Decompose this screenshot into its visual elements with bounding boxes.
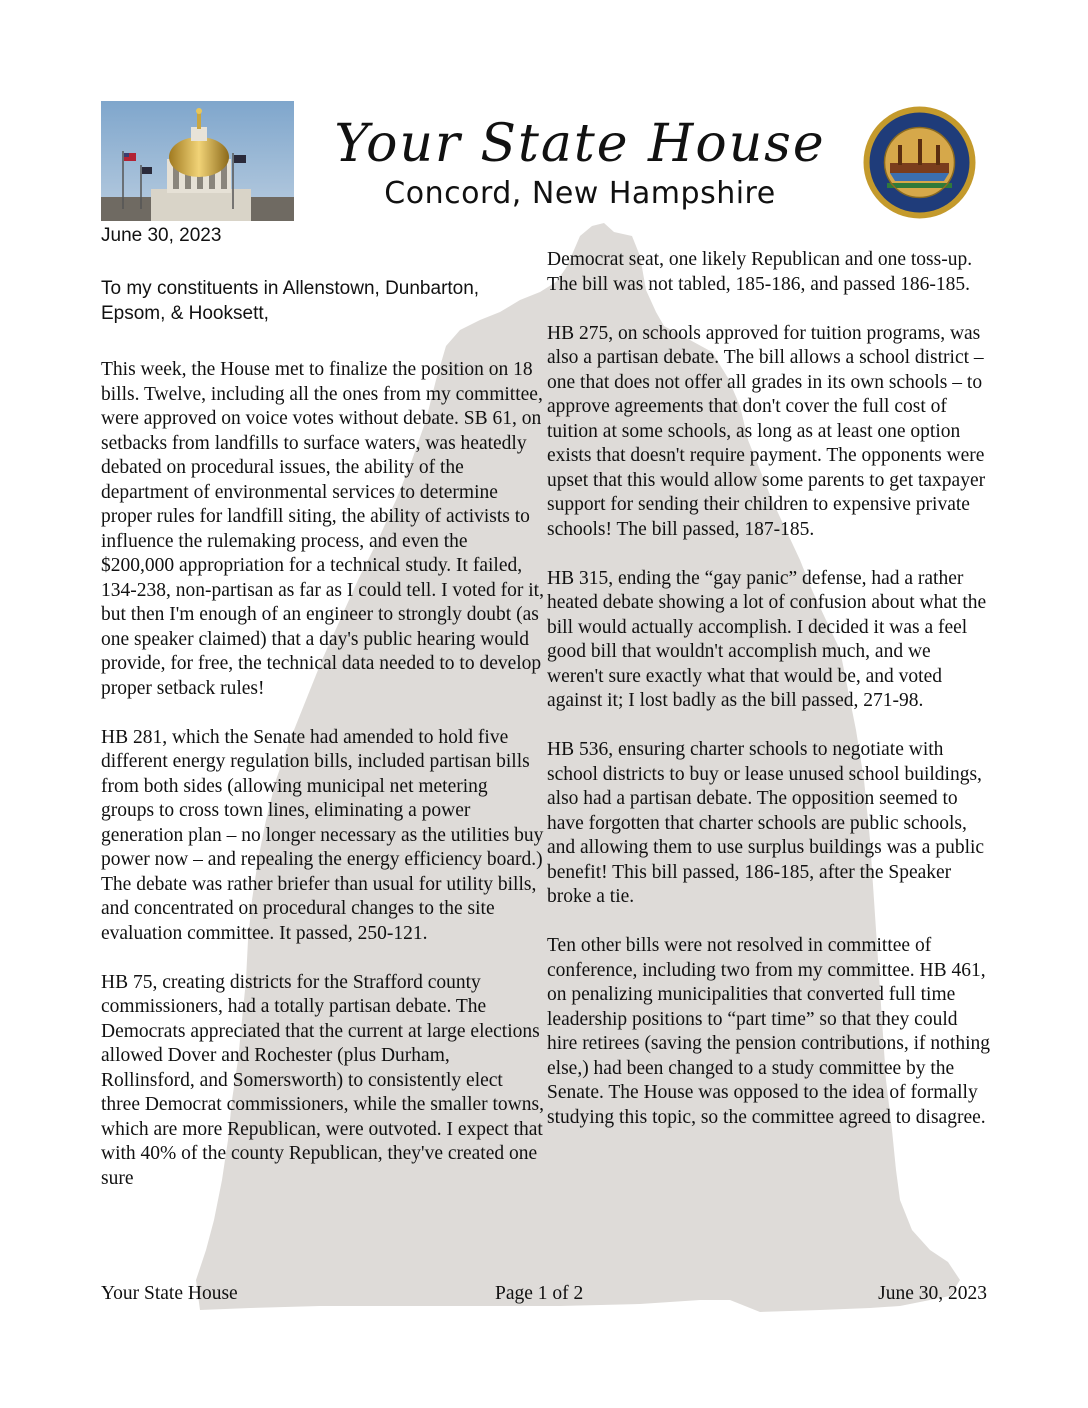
paragraph: Democrat seat, one likely Republican and one toss-up. The bill was not tabled, 185-186, and passed 186-185. <box>547 249 973 295</box>
footer-date: June 30, 2023 <box>878 1283 987 1304</box>
masthead <box>330 104 830 224</box>
state-house-dome-photo <box>101 101 294 221</box>
footer-publication: Your State House <box>101 1283 238 1304</box>
right-column <box>547 248 991 1155</box>
footer-page-number: Page 1 of 2 <box>495 1283 584 1304</box>
paragraph: HB 315, ending the “gay panic” defense, had a rather heated debate showing a lot of confusion about what the bill would actually accomplish. I decided it was a feel good bill that wouldn't accomplish much, and we weren't sure exactly what that would be, and voted against it; I lost badly as the bill passed, 271-98. <box>547 567 987 711</box>
paragraph: This week, the House met to finalize the position on 18 bills. Twelve, including all the ones from my committee, were approved on voice votes without debate. SB 61, on setbacks from landfills to surface waters, was heatedly debated on procedural issues, the ability of the department of environmental services to determine proper rules for landfill siting, the ability of activists to influence the rulemaking process, and even the $200,000 appropriation for a technical study. It failed, 134-238, non-partisan as far as I could tell. I voted for it, but then I'm enough of an engineer to strongly doubt (as one speaker claimed) that a day's public hearing would provide, for free, the technical data needed to to develop proper setback rules! <box>101 359 544 699</box>
nh-state-seal-icon <box>862 105 977 220</box>
left-column <box>101 358 545 1216</box>
page-footer <box>101 1283 987 1309</box>
paragraph: HB 281, which the Senate had amended to hold five different energy regulation bills, included partisan bills from both sides (allowing municipal net metering groups to cross town lines, eliminating a power generation plan – no longer necessary as the utilities buy power now – and repealing the energy efficiency board.) The debate was rather briefer than usual for utility bills, and concentrated on procedural changes to the site evaluation committee. It passed, 250-121. <box>101 726 544 944</box>
paragraph: Ten other bills were not resolved in committee of conference, including two from my committee. HB 461, on penalizing municipalities that converted full time leadership positions to “part time” so that they could hire retirees (saving the pension contributions, if nothing else,) had been changed to a study committee by the Senate. The House was opposed to the idea of formally studying this topic, so the committee agreed to disagree. <box>547 935 990 1128</box>
salutation: To my constituents in Allenstown, Dunbarton, Epsom, & Hooksett, <box>101 278 480 324</box>
paragraph: HB 75, creating districts for the Strafford county commissioners, had a totally partisan debate. The Democrats appreciated that the current at large elections allowed Dover and Rochester (plus Durham, Rollinsford, and Somersworth) to consistently elect three Democrat commissioners, while the smaller towns, which are more Republican, were outvoted. I expect that with 40% of the county Republican, they've created one sure <box>101 971 544 1189</box>
masthead-subtitle: Concord, New Hampshire <box>384 176 776 211</box>
issue-date: June 30, 2023 <box>101 225 222 246</box>
paragraph: HB 536, ensuring charter schools to negotiate with school districts to buy or lease unused school buildings, also had a partisan debate. The opposition seemed to have forgotten that charter schools are public schools, and allowing them to use surplus buildings was a public benefit! This bill passed, 186-185, after the Speaker broke a tie. <box>547 739 985 907</box>
paragraph: HB 275, on schools approved for tuition programs, was also a partisan debate. The bill allows a school district – one that does not offer all grades in its own schools – to approve agreements that don't cover the full cost of tuition at some schools, as long as at least one option exists that doesn't require payment. The opponents were upset that this would allow some parents to get taxpayer support for sending their children to expensive private schools! The bill passed, 187-185. <box>547 322 986 540</box>
masthead-title: Your State House <box>334 114 826 174</box>
